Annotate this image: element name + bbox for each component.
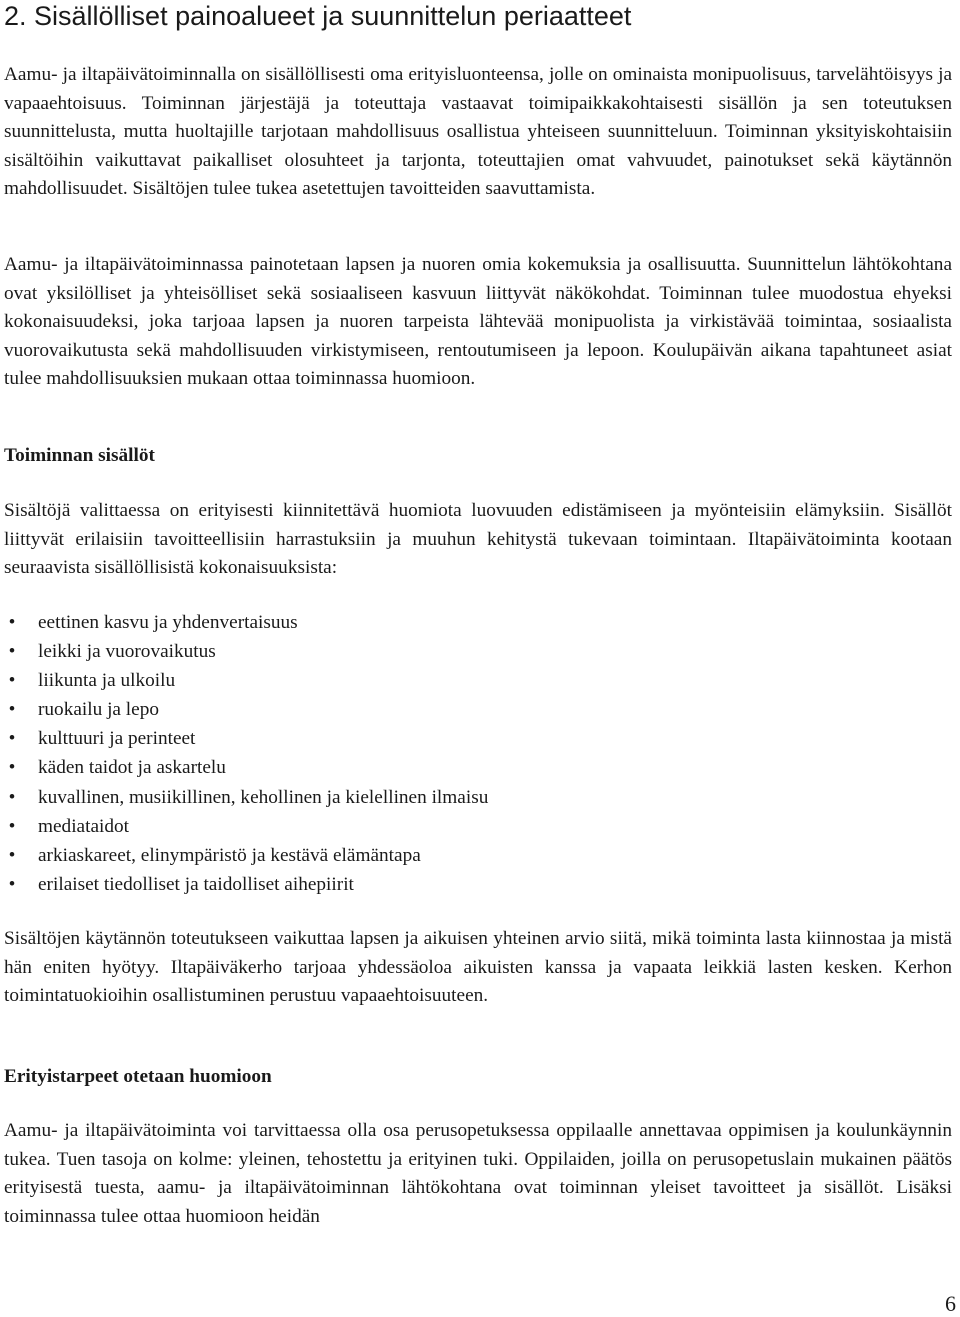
bullet-icon: • [8,670,16,692]
list-item: • arkiaskareet, elinympäristö ja kestävä elämäntapa [4,841,488,870]
list-item: • erilaiset tiedolliset ja taidolliset aihepiirit [4,870,488,899]
bullet-icon: • [8,699,16,721]
page-number: 6 [945,1291,956,1316]
list-item: • eettinen kasvu ja yhdenvertaisuus [4,608,488,637]
subheading-special-needs: Erityistarpeet otetaan huomioon [4,1066,272,1087]
list-item: • kulttuuri ja perinteet [4,724,488,753]
paragraph-intro: Aamu- ja iltapäivätoiminnalla on sisällöllisesti oma erityisluonteensa, jolle on ominaista monipuolisuus, tarvelähtöisyys ja vapaaehtoisuus. Toiminnan järjestäjä ja toteuttaja vastaavat toimipaikkakohtaisesti sisällön ja sen toteutuksen suunnittelusta, mutta huoltajille tarjotaan mahdollisuus osallistua yhteiseen suunnitteluun. Toiminnan yksityiskohtaisiin sisältöihin vaikuttavat paikalliset olosuhteet ja tarjonta, toteuttajien omat vahvuudet, painotukset sekä käytännön mahdollisuudet. Sisältöjen tulee tukea asetettujen tavoitteiden saavuttamista. [4,64,952,200]
bullet-icon: • [8,728,16,750]
paragraph-special-needs: Aamu- ja iltapäivätoiminta voi tarvittaessa olla osa perusopetuksessa oppilaalle annettavaa oppimisen ja koulunkäynnin tukea. Tuen tasoja on kolme: yleinen, tehostettu ja erityinen tuki. Oppilaiden, joilla on perusopetuslain mukainen päätös erityisestä tuesta, aamu- ja iltapäivätoiminnan lähtökohtana ovat toiminnan yleiset tavoitteet ja sisällöt. Lisäksi toiminnassa tulee ottaa huomioon heidän [4,1120,952,1227]
list-item: • mediataidot [4,812,488,841]
section-heading: 2. Sisällölliset painoalueet ja suunnittelun periaatteet [4,1,632,31]
bullet-icon: • [8,873,16,895]
bullet-icon: • [8,815,16,837]
list-item: • käden taidot ja askartelu [4,753,488,782]
list-item: • leikki ja vuorovaikutus [4,637,488,666]
bullet-icon: • [8,757,16,779]
bullet-icon: • [8,641,16,663]
subheading-contents: Toiminnan sisällöt [4,445,155,466]
bullet-icon: • [8,612,16,633]
content-area-list [4,608,488,899]
bullet-icon: • [8,844,16,866]
list-item: • kuvallinen, musiikillinen, kehollinen ja kielellinen ilmaisu [4,783,488,812]
paragraph-implementation: Sisältöjen käytännön toteutukseen vaikuttaa lapsen ja aikuisen yhteinen arvio siitä, mikä toiminta lasta kiinnostaa ja mistä hän eniten hyötyy. Iltapäiväkerho tarjoaa yhdessäoloa aikuisten kanssa ja vapaata leikkiä lasten kesken. Kerhon toimintatuokioihin osallistuminen perustuu vapaaehtoisuuteen. [4,928,952,1007]
list-item: • ruokailu ja lepo [4,695,488,724]
bullet-icon: • [8,786,16,808]
list-item: • liikunta ja ulkoilu [4,666,488,695]
paragraph-contents: Sisältöjä valittaessa on erityisesti kiinnitettävä huomiota luovuuden edistämiseen ja myönteisiin elämyksiin. Sisällöt liittyvät erilaisiin tavoitteellisiin harrastuksiin ja muuhun kehitystä tukevaan toimintaan. Iltapäivätoiminta kootaan seuraavista sisällöllisistä kokonaisuuksista: [4,500,952,579]
paragraph-emphasis: Aamu- ja iltapäivätoiminnassa painotetaan lapsen ja nuoren omia kokemuksia ja osallisuutta. Suunnittelun lähtökohtana ovat yksilölliset ja yhteisölliset sekä sosiaaliseen kasvuun liittyvät näkökohdat. Toiminnan tulee muodostua ehyeksi kokonaisuudeksi, joka tarjoaa lapsen ja nuoren tarpeista lähtevää monipuolista ja virkistävää toimintaa, sosiaalista vuorovaikutusta sekä mahdollisuuden virkistymiseen, rentoutumiseen ja lepoon. Koulupäivän aikana tapahtuneet asiat tulee mahdollisuuksien mukaan ottaa toiminnassa huomioon. [4,254,952,390]
